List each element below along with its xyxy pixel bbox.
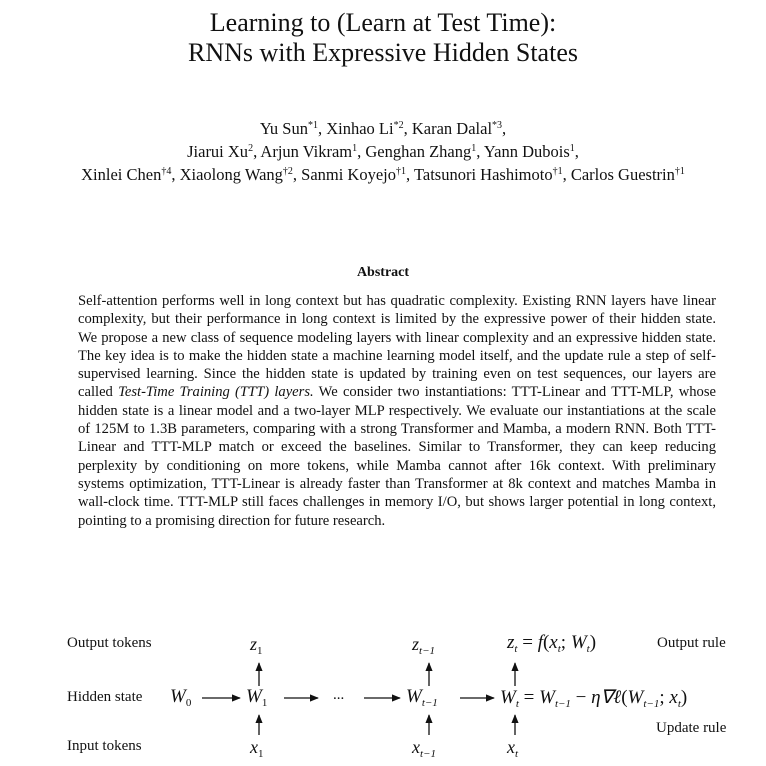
state-Wtm1: $W_{t-1}$ bbox=[406, 686, 438, 709]
author-name: Sanmi Koyejo bbox=[301, 165, 397, 184]
author-affiliation-mark: 1 bbox=[569, 143, 575, 154]
row-label-output: Output tokens bbox=[67, 635, 152, 651]
author-affiliation-mark: †1 bbox=[396, 166, 407, 177]
author-name: Jiarui Xu bbox=[187, 142, 249, 161]
author-line-2: Jiarui Xu$^2$, Arjun Vikram$^1$, Genghan Zhang$^1$, Yann Dubois$^1$, bbox=[187, 142, 579, 161]
token-xt: $x_t$ bbox=[507, 737, 519, 760]
abstract-body bbox=[78, 292, 716, 530]
author-line-1: Yu Sun$^{*1}$, Xinhao Li$^{*2}$, Karan Dalal$^{*3}$, bbox=[259, 119, 507, 138]
author-affiliation-mark: †1 bbox=[674, 166, 685, 177]
author-name: Genghan Zhang bbox=[365, 142, 472, 161]
state-W0: $W_0$ bbox=[170, 686, 192, 709]
output-rule-equation: $z_t = f(x_t$; $W_t$) bbox=[507, 632, 597, 655]
title-line-2: RNNs with Expressive Hidden States bbox=[188, 38, 578, 67]
output-rule-label: Output rule bbox=[657, 635, 726, 651]
author-name: Xinlei Chen bbox=[81, 165, 162, 184]
row-label-hidden: Hidden state bbox=[67, 689, 143, 705]
author-affiliation-mark: †2 bbox=[282, 166, 293, 177]
author-list bbox=[0, 117, 766, 186]
token-xtm1: $x_{t-1}$ bbox=[412, 737, 436, 760]
abstract-term: Test-Time Training (TTT) layers. bbox=[118, 384, 314, 401]
author-affiliation-mark: *3 bbox=[492, 120, 503, 131]
author-affiliation-mark: *1 bbox=[307, 120, 318, 131]
author-affiliation-mark: *2 bbox=[393, 120, 404, 131]
author-line-3: Xinlei Chen$^{\dagger 4}$, Xiaolong Wang$^{\dagger 2}$, Sanmi Koyejo$^{\dagger 1}$, Tatsunori Hashimoto$^{\dagger 1}$, Carlos Guestrin$^{\dagger 1}$ bbox=[81, 165, 685, 184]
token-x1: $x_1$ bbox=[250, 737, 264, 760]
author-name: Carlos Guestrin bbox=[570, 165, 675, 184]
paper-title bbox=[0, 8, 766, 68]
author-affiliation-mark: †4 bbox=[161, 166, 172, 177]
ellipsis: ... bbox=[333, 687, 345, 703]
author-name: Yann Dubois bbox=[483, 142, 570, 161]
author-name: Karan Dalal bbox=[411, 119, 493, 138]
abstract-text-after: We consider two instantiations: TTT-Linear and TTT-MLP, whose hidden state is a linear model and a two-layer MLP respectively. We evaluate our instantiations at the scale of 125M to 1.3B parameters, comparing with a strong Transformer and Mamba, a modern RNN. Both TTT-Linear and TTT-MLP match or exceed the baselines. Similar to Transformer, they can keep reducing perplexity by conditioning on more tokens, while Mamba cannot after 16k context. With preliminary systems optimization, TTT-Linear is already faster than Transformer at 8k context and matches Mamba in wall-clock time. TTT-MLP still faces challenges in memory I/O, but shows larger potential in long context, pointing to a promising direction for future research. bbox=[78, 384, 717, 529]
token-z1: $z_1$ bbox=[250, 634, 263, 657]
author-name: Tatsunori Hashimoto bbox=[413, 165, 553, 184]
abstract-text-before: Self-attention performs well in long context but has quadratic complexity. Existing RNN layers have linear complexity, but their performance in long context is limited by the expressive power of their hidden state. We propose a new class of sequence modeling layers with linear complexity and an expressive hidden state. The key idea is to make the hidden state a machine learning model itself, and the update rule a step of self-supervised learning. Since the hidden state is updated by training even on test sequences, our layers are called bbox=[78, 293, 716, 401]
author-affiliation-mark: †1 bbox=[552, 166, 563, 177]
author-name: Yu Sun bbox=[259, 119, 308, 138]
update-rule-label: Update rule bbox=[656, 720, 727, 736]
author-affiliation-mark: 2 bbox=[248, 143, 254, 154]
author-name: Arjun Vikram bbox=[260, 142, 353, 161]
ttt-diagram bbox=[0, 620, 766, 766]
state-W1: $W_1$ bbox=[246, 686, 268, 709]
author-name: Xinhao Li bbox=[326, 119, 394, 138]
author-affiliation-mark: 1 bbox=[471, 143, 477, 154]
title-line-1: Learning to (Learn at Test Time): bbox=[209, 8, 557, 37]
row-label-input: Input tokens bbox=[67, 738, 142, 754]
abstract-heading: Abstract bbox=[356, 265, 410, 280]
author-name: Xiaolong Wang bbox=[179, 165, 283, 184]
author-affiliation-mark: 1 bbox=[352, 143, 358, 154]
token-ztm1: $z_{t-1}$ bbox=[412, 634, 435, 657]
update-rule-equation: $W_t = W_{t-1}$ − $\eta\nabla\ell(W_{t-1}$; $x_t$) bbox=[500, 687, 688, 710]
